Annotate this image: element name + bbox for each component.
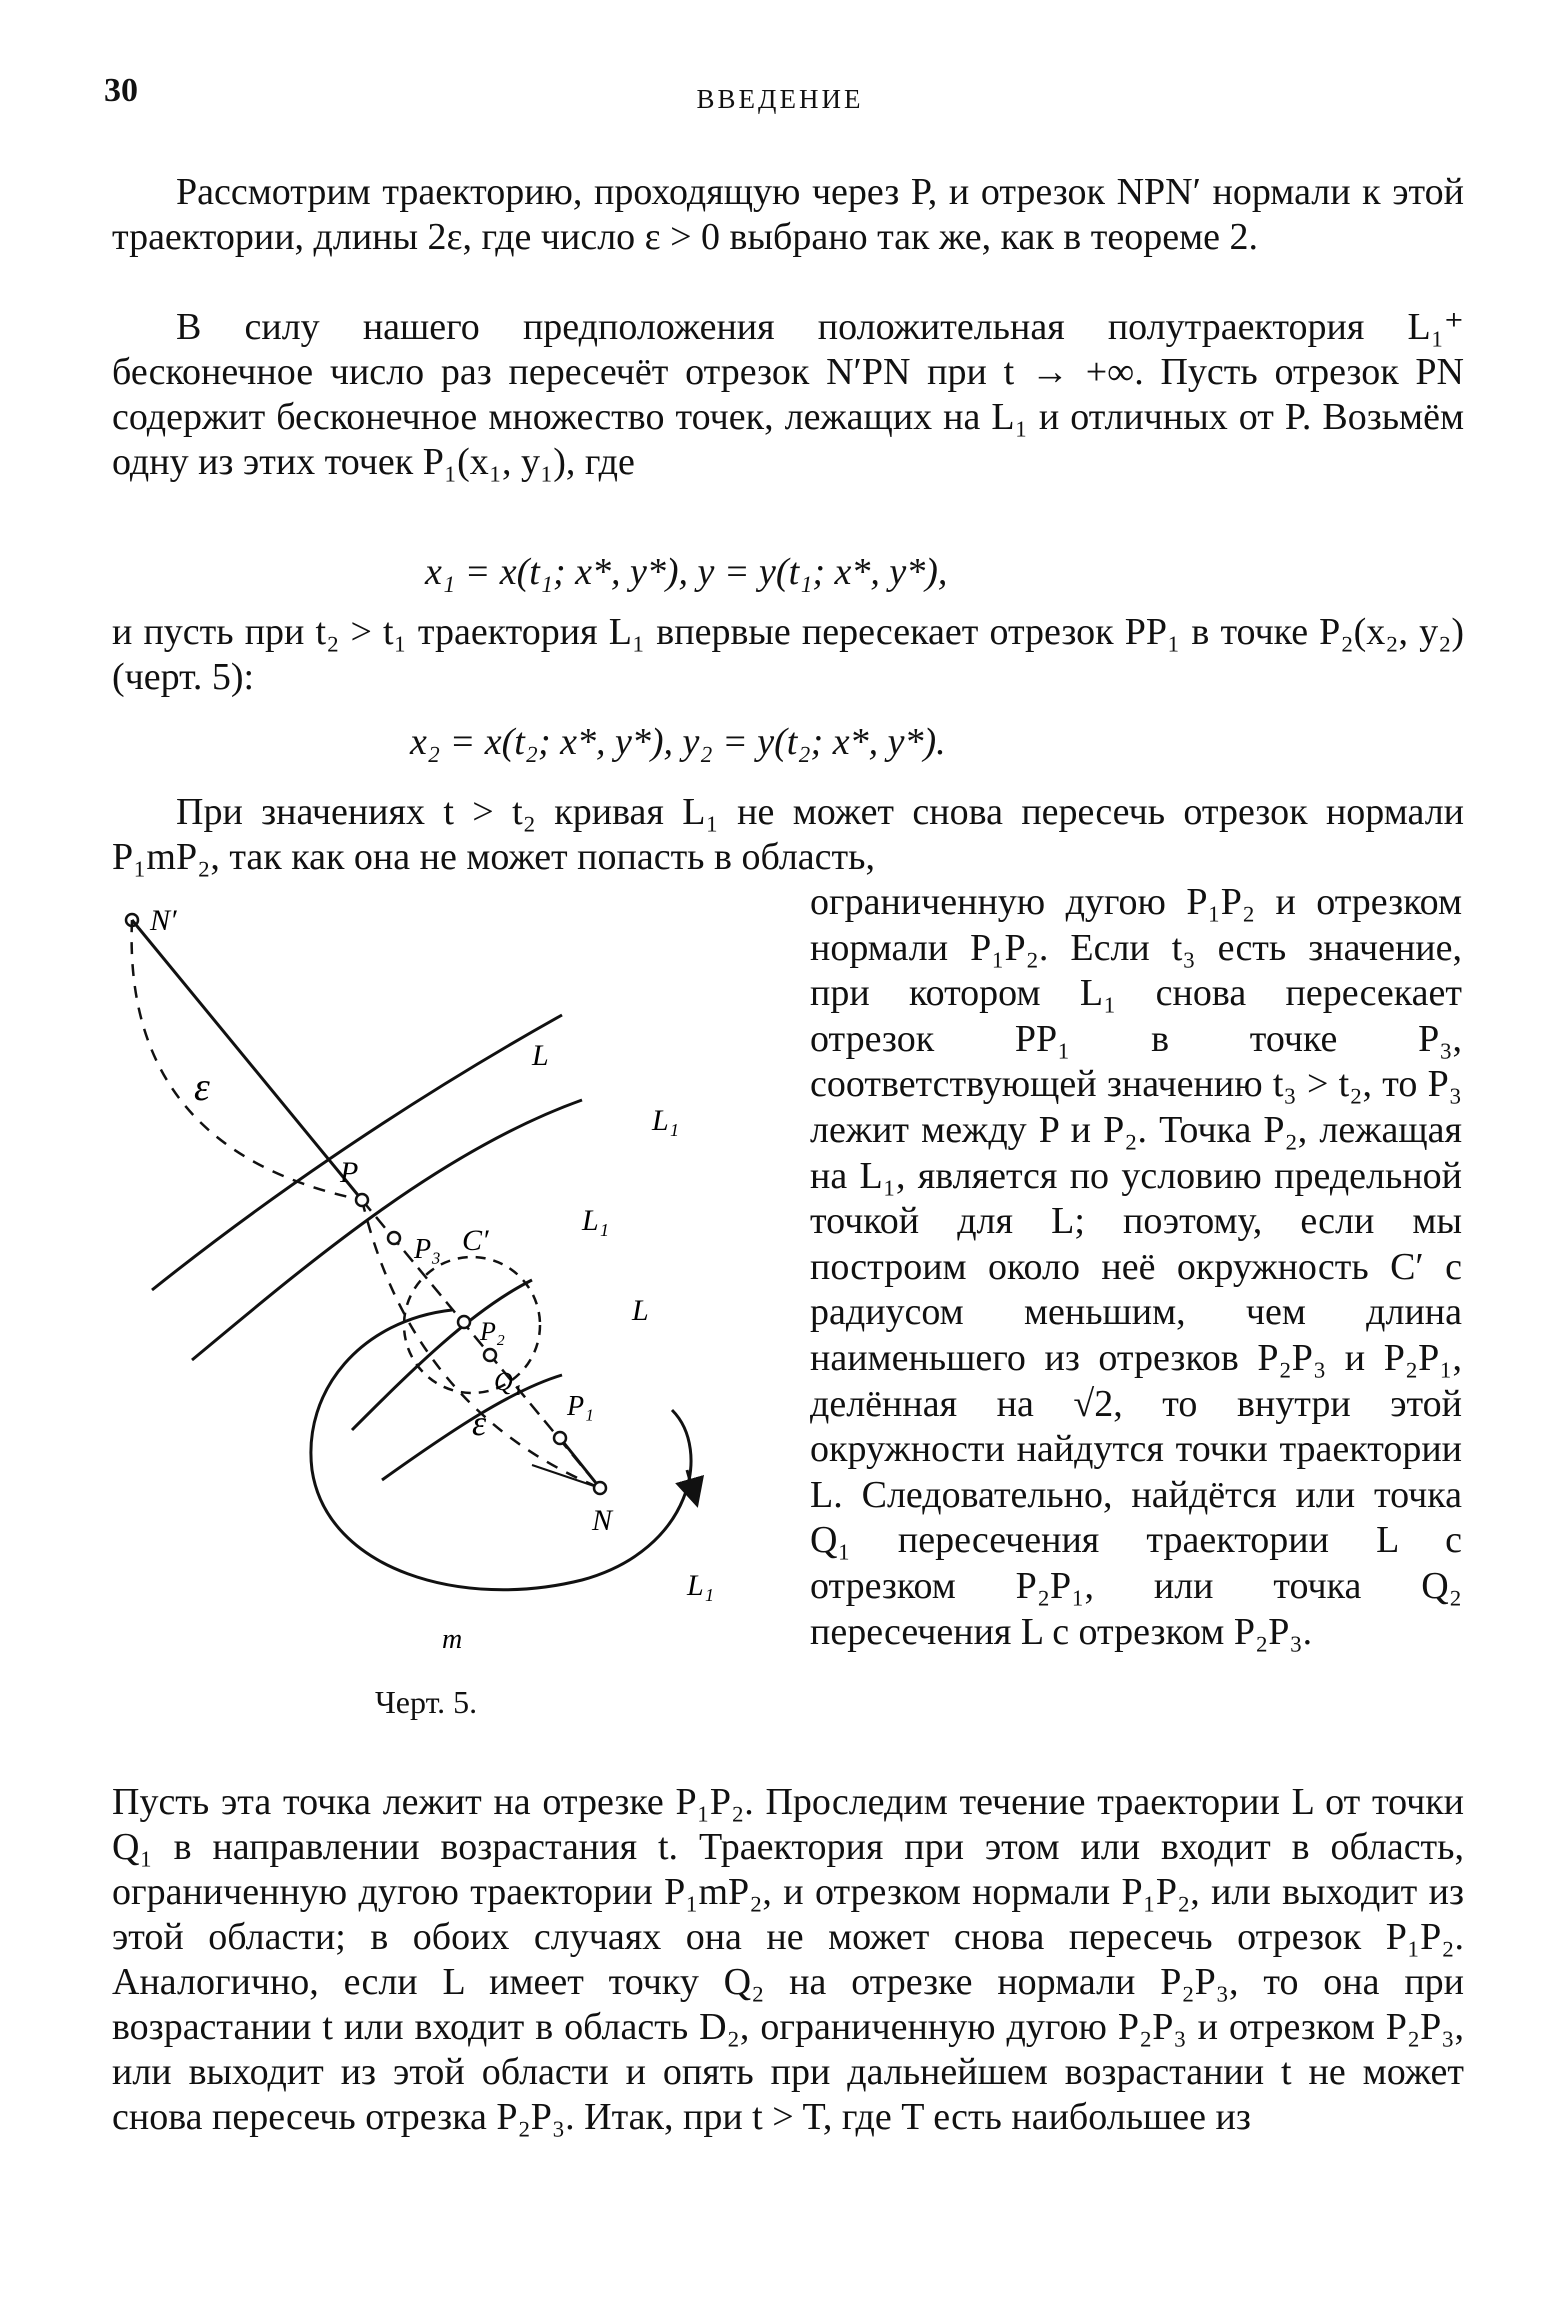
label-L-mid: L	[632, 1294, 649, 1327]
label-epsilon-bottom: ε	[472, 1403, 487, 1443]
label-L1-bottom: L₁	[687, 1569, 715, 1602]
label-C-prime: C′	[462, 1224, 489, 1257]
point-P3	[388, 1232, 400, 1244]
point-N	[594, 1482, 606, 1494]
equation-1: x₁ = x(t₁; x*, y*), y = y(t₁; x*, y*),	[425, 551, 948, 593]
trajectory-L-top	[152, 1015, 562, 1290]
normal-line-upper	[132, 920, 362, 1200]
label-P: P	[340, 1156, 359, 1189]
running-title: ВВЕДЕНИЕ	[696, 84, 864, 114]
label-L-top: L	[532, 1039, 549, 1072]
label-N: N	[592, 1504, 613, 1537]
trajectory-L1-mid	[352, 1280, 532, 1430]
point-P1	[554, 1432, 566, 1444]
page-number: 30	[104, 72, 138, 109]
label-L1-top: L₁	[652, 1104, 680, 1137]
figure-5-diagram	[112, 890, 752, 1650]
label-n-prime: N′	[150, 904, 177, 937]
trajectory-L1-top	[192, 1100, 582, 1360]
paragraph-3: и пусть при t₂ > t₁ траектория L₁ впервые пересекает отрезок PP₁ в точке P₂(x₂, y₂) (черт. 5):	[112, 611, 1464, 698]
point-P	[356, 1194, 368, 1206]
paragraph-5: Пусть эта точка лежит на отрезке P₁P₂. Проследим течение траектории L от точки Q₁ в направлении возрастания t. Траектория при этом или входит в область, ограниченную дугою траектории P₁mP₂, и отрезком нормали P₁P₂, или выходит из этой области; в обоих случаях она не может снова пересечь отрезок P₁P₂. Аналогично, если L имеет точку Q₂ на отрезке нормали P₂P₃, то она при возрастании t или входит в область D₂, ограниченную дугою P₂P₃ и отрезком P₂P₃, или выходит из этой области и опять при дальнейшем возрастании t не может снова пересечь отрезка P₂P₃. Итак, при t > T, где T есть наибольшее из	[112, 1781, 1464, 2138]
label-Q1: Q₁	[494, 1367, 522, 1396]
label-epsilon-top: ε	[194, 1064, 210, 1109]
label-m: m	[442, 1624, 463, 1650]
paragraph-4-wrapped: ограниченную дугою P₁P₂ и отрезком нормали P₁P₂. Если t₃ есть значение, при котором L₁ снова пересекает отрезок PP₁ в точке P₃, соответствующей значению t₃ > t₂, то P₃ лежит между P и P₂. Точка P₂, лежащая на L₁, является по условию предельной точкой для L; поэтому, если мы построим около неё окружность C′ с радиусом меньшим, чем длина наименьшего из отрезков P₂P₃ и P₂P₁, делённая на √2, то внутри этой окружности найдутся точки траектории L. Следовательно, найдётся или точка Q₁ пересечения траектории L с отрезком P₂P₁, или точка Q₂ пересечения L с отрезком P₂P₃.	[810, 881, 1462, 1653]
label-L1-mid: L₁	[582, 1204, 610, 1237]
label-P2: P₂	[480, 1317, 505, 1346]
point-Q1	[484, 1349, 496, 1361]
paragraph-1: Рассмотрим траекторию, проходящую через P, и отрезок NPN′ нормали к этой траектории, длины 2ε, где число ε > 0 выбрано так же, как в теореме 2.	[112, 171, 1464, 258]
label-P3: P₃	[414, 1234, 441, 1265]
figure-caption: Черт. 5.	[375, 1684, 478, 1720]
paragraph-2: В силу нашего предположения положительная полутраектория L₁⁺ бесконечное число раз пересечёт отрезок N′PN при t → +∞. Пусть отрезок PN содержит бесконечное множество точек, лежащих на L₁ и отличных от P. Возьмём одну из этих точек P₁(x₁, y₁), где	[112, 306, 1464, 483]
point-P2	[458, 1316, 470, 1328]
equation-2: x₂ = x(t₂; x*, y*), y₂ = y(t₂; x*, y*).	[410, 721, 946, 763]
trajectory-L1-spiral	[311, 1310, 691, 1590]
paragraph-4-full-width: При значениях t > t₂ кривая L₁ не может снова пересечь отрезок нормали P₁mP₂, так как она не может попасть в область,	[112, 791, 1464, 878]
figure-5	[112, 890, 752, 1650]
label-P1: P₁	[567, 1391, 594, 1422]
